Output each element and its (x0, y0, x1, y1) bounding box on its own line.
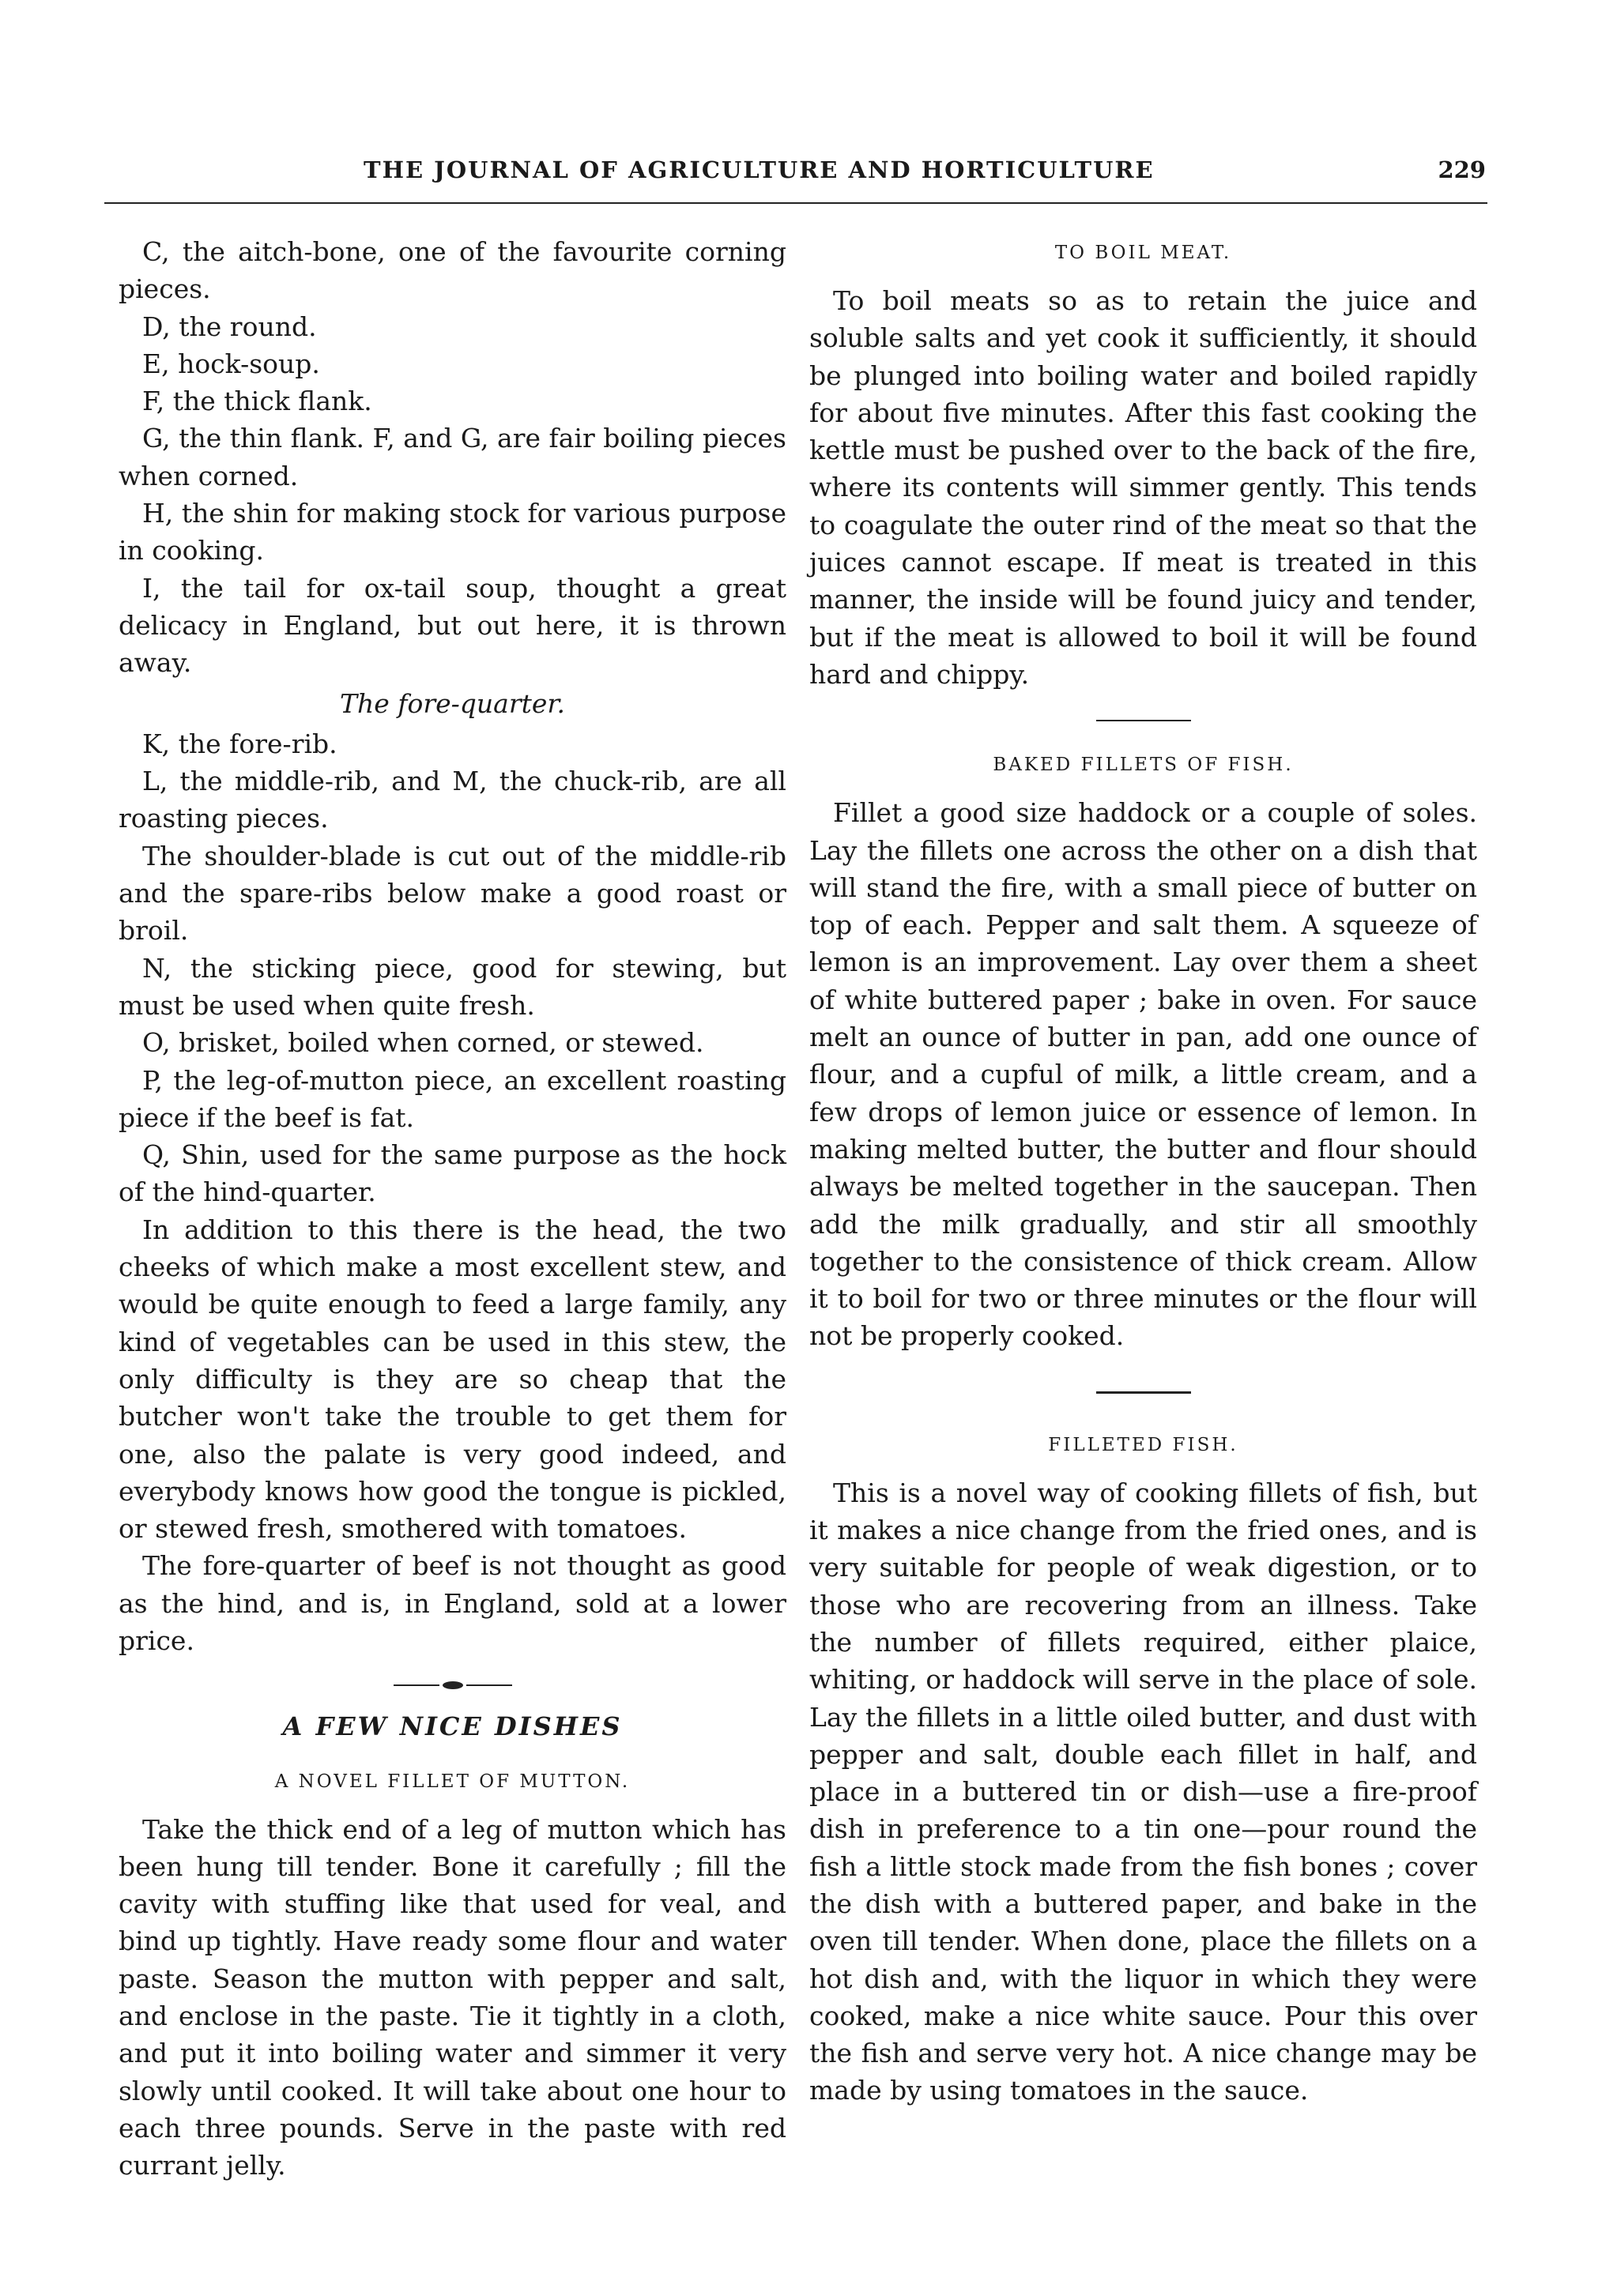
page-number: 229 (1438, 156, 1486, 183)
running-header (119, 156, 1486, 188)
hind-item-d: D, the round. (142, 311, 317, 342)
fore-item-o: O, brisket, boiled when corned, or stewed. (142, 1027, 704, 1059)
fore-item-p: P, the leg-of-mutton piece, an excellent roasting piece if the beef is fat. (119, 1064, 786, 1133)
journal-title: THE JOURNAL OF AGRICULTURE AND HORTICULTURE (364, 156, 1155, 183)
section-rule (1096, 1391, 1191, 1394)
section-ornament (394, 1680, 512, 1691)
hind-item-g: G, the thin flank. F, and G, are fair boiling pieces when corned. (119, 423, 786, 491)
hind-item-h: H, the shin for making stock for various purpose in cooking. (119, 498, 786, 566)
boil-text: To boil meats so as to retain the juice and soluble salts and yet cook it sufficiently, it should be plunged into boiling water and boiled rapidly for about five minutes. After this fast cooking the kettle must be pushed over to the back of the fire, where its contents will simmer gently. This tends to coagulate the outer rind of the meat so that the juices cannot escape. If meat is treated in this manner, the inside will be found juicy and tender, but if the meat is allowed to boil it will be found hard and chippy. (809, 285, 1477, 690)
right-column (809, 233, 1477, 2110)
fore-item-k: K, the fore-rib. (142, 728, 337, 759)
hind-item-c: C, the aitch-bone, one of the favourite corning pieces. (119, 236, 786, 305)
section-rule (1096, 720, 1191, 721)
fore-item-shoulder: The shoulder-blade is cut out of the middle-rib and the spare-ribs below make a good roast or broil. (119, 840, 786, 947)
filleted-fish-text: This is a novel way of cooking fillets of fish, but it makes a nice change from the fried ones, and is very suitable for people of weak digestion, or to those who are recovering from an illness. Take the number of fillets required, either plaice, whiting, or haddock will serve in the place of sole. Lay the fillets in a little oiled butter, and dust with pepper and salt, double each fillet in half, and place in a buttered tin or dish—use a fire-proof dish in preference to a tin one—pour round the fish a little stock made from the fish bones ; cover the dish with a buttered paper, and bake in the oven till tender. When done, place the fillets on a hot dish and, with the liquor in which they were cooked, make a nice white sauce. Pour this over the fish and serve very hot. A nice change may be made by using tomatoes in the sauce. (809, 1477, 1477, 2106)
fore-quarter-paragraph: The fore-quarter of beef is not thought as good as the hind, and is, in England, sold at a lower price. (119, 1550, 786, 1656)
fore-item-q: Q, Shin, used for the same purpose as the hock of the hind-quarter. (119, 1139, 786, 1208)
hind-item-i: I, the tail for ox-tail soup, thought a great delicacy in England, but out here, it is thrown away. (119, 572, 786, 679)
header-rule (104, 202, 1487, 204)
hind-item-f: F, the thick flank. (142, 386, 372, 417)
head-paragraph: In addition to this there is the head, the two cheeks of which make a most excellent stew, and would be quite enough to feed a large family, any kind of vegetables can be used in this stew, the only difficulty is they are so cheap that the butcher won't take the trouble to get them for one, also the palate is very good indeed, and everybody knows how good the tongue is pickled, or stewed fresh, smothered with tomatoes. (119, 1214, 786, 1545)
section-title: A FEW NICE DISHES (282, 1711, 623, 1742)
baked-fish-text: Fillet a good size haddock or a couple of soles. Lay the fillets one across the other on a dish that will stand the fire, with a small piece of butter on top of each. Pepper and salt them. A squeeze of lemon is an improvement. Lay over them a sheet of white buttered paper ; bake in oven. For sauce melt an ounce of butter in pan, add one ounce of flour, and a cupful of milk, a little cream, and a few drops of lemon juice or essence of lemon. In making melted butter, the butter and flour should always be melted together in the saucepan. Then add the milk gradually, and stir all smoothly together to the consistence of thick cream. Allow it to boil for two or three minutes or the flour will not be properly cooked. (809, 797, 1477, 1352)
mutton-text: Take the thick end of a leg of mutton which has been hung till tender. Bone it carefully ; fill the cavity with stuffing like that used for veal, and bind up tightly. Have ready some flour and water paste. Season the mutton with pepper and salt, and enclose in the paste. Tie it tightly in a cloth, and put it into boiling water and simmer it very slowly until cooked. It will take about one hour to each three pounds. Serve in the paste with red currant jelly. (119, 1813, 786, 2181)
baked-fish-heading: BAKED FILLETS OF FISH. (993, 755, 1294, 776)
filleted-fish-heading: FILLETED FISH. (1048, 1434, 1238, 1455)
mutton-heading: A NOVEL FILLET OF MUTTON. (274, 1771, 631, 1792)
left-column (119, 233, 786, 2185)
fore-item-n: N, the sticking piece, good for stewing, but must be used when quite fresh. (119, 952, 786, 1021)
hind-item-e: E, hock-soup. (142, 348, 320, 379)
fore-quarter-heading: The fore-quarter. (339, 687, 566, 719)
boil-heading: TO BOIL MEAT. (1054, 243, 1232, 263)
fore-item-l: L, the middle-rib, and M, the chuck-rib, are all roasting pieces. (119, 766, 786, 834)
